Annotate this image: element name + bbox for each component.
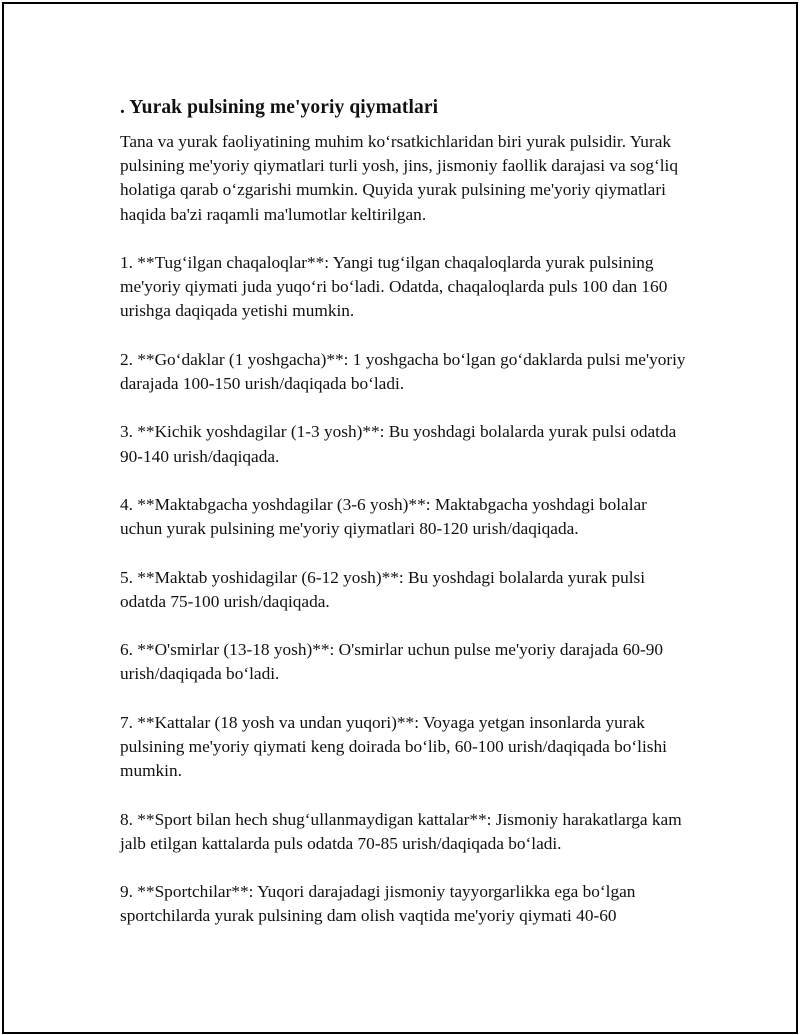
list-item-preschoolers: 4. **Maktabgacha yoshdagilar (3-6 yosh)**: Maktabgacha yoshdagi bolalar uchun yurak pulsining me'yoriy qiymatlari 80-120 urish/daqiqada.: [120, 494, 647, 539]
intro-paragraph: Tana va yurak faoliyatining muhim koʻrsatkichlaridan biri yurak pulsidir. Yurak pulsining me'yoriy qiymatlari turli yosh, jins, jismoniy faollik darajasi va sogʻliq holatiga qarab oʻzgarishi mumkin. Quyida yurak pulsining me'yoriy qiymatlari haqida ba'zi raqamli ma'lumotlar keltirilgan.: [120, 132, 678, 224]
list-item-infants: 2. **Goʻdaklar (1 yoshgacha)**: 1 yoshgacha boʻlgan goʻdaklarda pulsi me'yoriy darajada 100-150 urish/daqiqada boʻladi.: [120, 349, 686, 393]
document-page: [2, 2, 798, 1034]
list-item-athletes: 9. **Sportchilar**: Yuqori darajadagi jismoniy tayyorgarlikka ega boʻlgan sportchilarda yurak pulsining dam olish vaqtida me'yoriy qiymati 40-60: [120, 882, 636, 926]
document-body: [120, 96, 690, 929]
list-item-sedentary-adults: 8. **Sport bilan hech shugʻullanmaydigan kattalar**: Jismoniy harakatlarga kam jalb etilgan kattalarda puls odatda 70-85 urish/daqiqada boʻladi.: [120, 809, 682, 853]
list-item-school-age: 5. **Maktab yoshidagilar (6-12 yosh)**: Bu yoshdagi bolalarda yurak pulsi odatda 75-100 urish/daqiqada.: [120, 567, 646, 611]
list-item-adults: 7. **Kattalar (18 yosh va undan yuqori)**: Voyaga yetgan insonlarda yurak pulsining me'yoriy qiymati keng doirada boʻlib, 60-100 urish/daqiqada boʻlishi mumkin.: [120, 712, 667, 781]
list-item-toddlers: 3. **Kichik yoshdagilar (1-3 yosh)**: Bu yoshdagi bolalarda yurak pulsi odatda 90-140 urish/daqiqada.: [120, 422, 677, 466]
list-item-newborns: 1. **Tugʻilgan chaqaloqlar**: Yangi tugʻilgan chaqaloqlarda yurak pulsining me'yoriy qiymati juda yuqoʻri boʻladi. Odatda, chaqaloqlarda puls 100 dan 160 urishga daqiqada yetishi mumkin.: [120, 253, 668, 321]
list-item-teenagers: 6. **O'smirlar (13-18 yosh)**: O'smirlar uchun pulse me'yoriy darajada 60-90 urish/daqiqada boʻladi.: [120, 640, 664, 684]
page-title: . Yurak pulsining me'yoriy qiymatlari: [120, 97, 439, 118]
